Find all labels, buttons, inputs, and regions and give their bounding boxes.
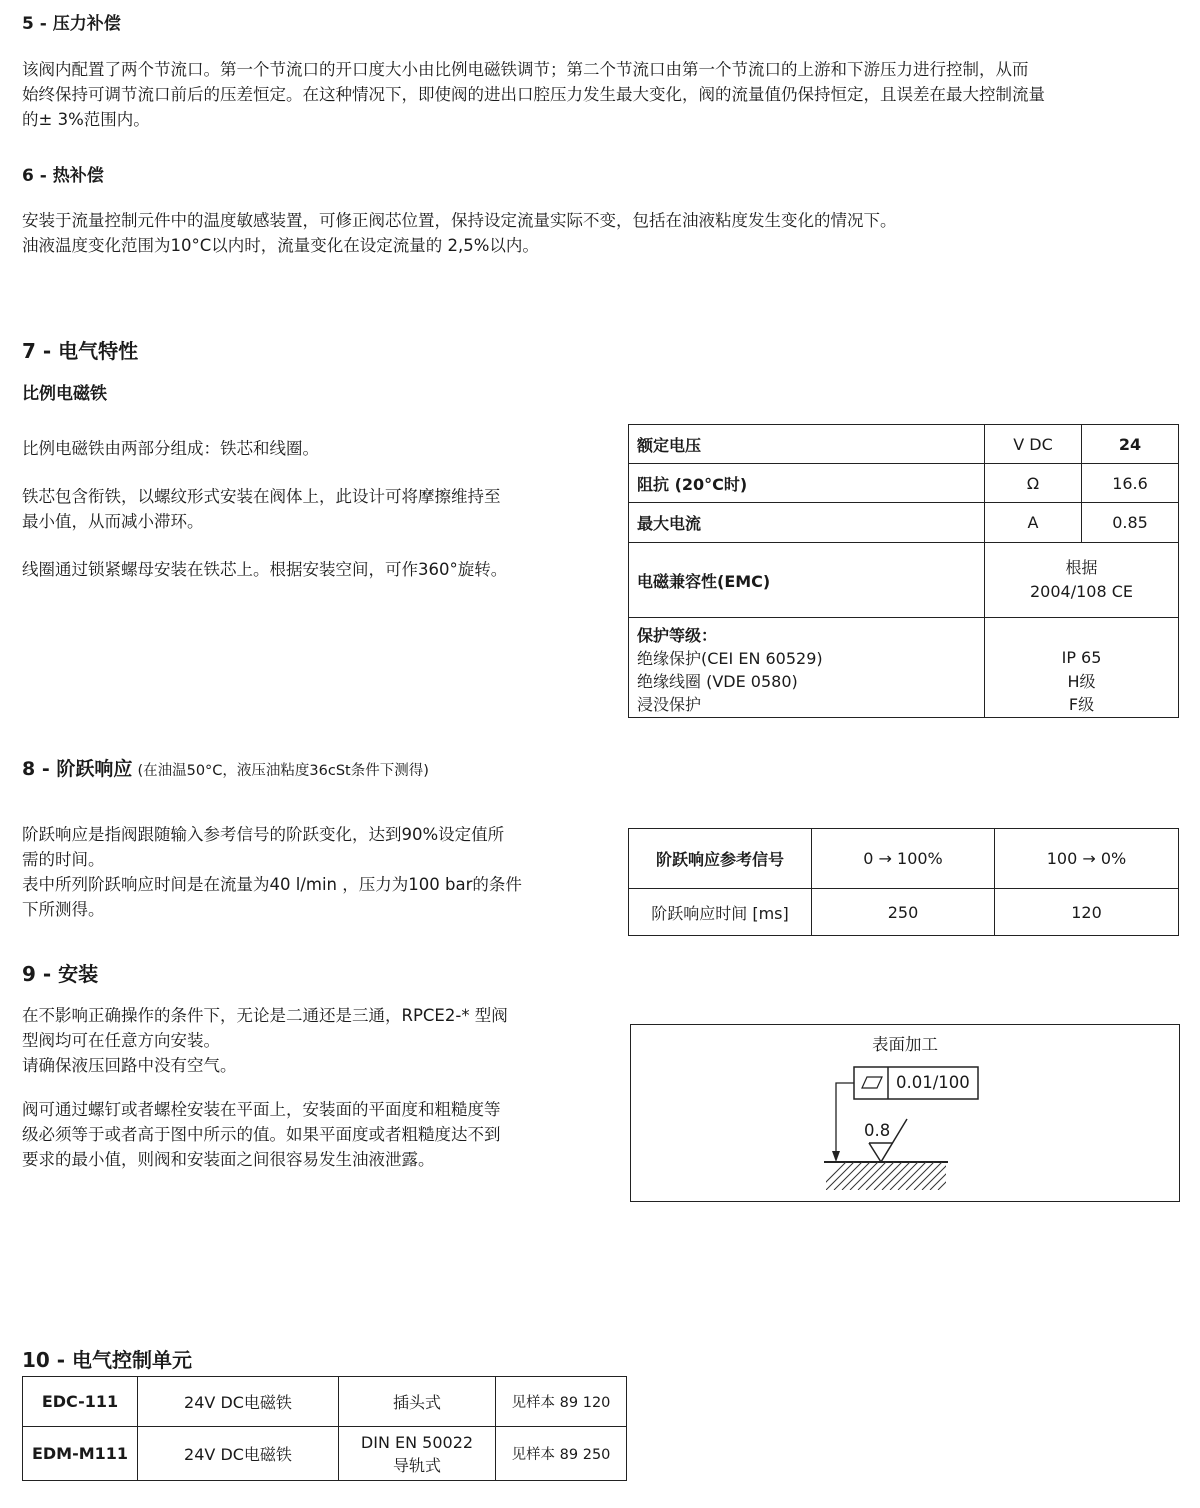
model-cell: EDC-111 — [23, 1377, 138, 1427]
section-8-heading — [22, 754, 429, 781]
text-line: 线圈通过锁紧螺母安装在铁芯上。根据安装空间，可作360°旋转。 — [22, 560, 508, 579]
text-line: 始终保持可调节流口前后的压差恒定。在这种情况下，即使阀的进出口腔压力发生最大变化，阀的流量值仍保持恒定，且误差在最大控制流量 — [22, 85, 1045, 104]
step-header-cell: 100 → 0% — [995, 829, 1179, 889]
text-line: 最小值，从而减小滞环。 — [22, 512, 204, 531]
arrow-icon — [832, 1151, 840, 1162]
emc-label: 电磁兼容性(EMC) — [629, 543, 985, 618]
table-row — [23, 1427, 627, 1481]
section-7-para-2 — [22, 484, 501, 534]
section-7-subheading: 比例电磁铁 — [22, 384, 107, 404]
text-line: 要求的最小值，则阀和安装面之间很容易发生油液泄露。 — [22, 1150, 435, 1169]
protection-item-label: 浸没保护 — [637, 695, 702, 714]
section-8-note: (在油温50°C，液压油粘度36cSt条件下测得) — [137, 763, 429, 779]
rated-voltage-label: 额定电压 — [629, 425, 985, 464]
type-cell: 24V DC电磁铁 — [138, 1377, 339, 1427]
surface-hatching — [818, 1162, 966, 1190]
control-unit-table — [22, 1376, 627, 1481]
text-line: 型阀均可在任意方向安装。 — [22, 1031, 220, 1050]
table-row — [629, 464, 1179, 503]
table-row — [629, 889, 1179, 936]
section-6-heading: 6 - 热补偿 — [22, 166, 104, 186]
flatness-value: 0.01/100 — [896, 1073, 970, 1092]
table-row — [23, 1377, 627, 1427]
max-current-unit: A — [985, 503, 1082, 543]
section-9-para-1 — [22, 1003, 508, 1078]
connector-line: DIN EN 50022 — [360, 1432, 474, 1452]
protection-item-value: F级 — [1068, 695, 1095, 714]
text-line: 表中所列阶跃响应时间是在流量为40 l/min ，压力为100 bar的条件 — [22, 875, 522, 894]
text-line: 在不影响正确操作的条件下，无论是二通还是三通，RPCE2-* 型阀 — [22, 1006, 508, 1025]
text-line: 该阀内配置了两个节流口。第一个节流口的开口度大小由比例电磁铁调节；第二个节流口由第一个节流口的上游和下游压力进行控制，从而 — [22, 60, 1029, 79]
surface-finish-title: 表面加工 — [872, 1035, 938, 1054]
roughness-value: 0.8 — [864, 1121, 891, 1140]
text-line: 阶跃响应是指阀跟随输入参考信号的阶跃变化，达到90%设定值所 — [22, 825, 505, 844]
protection-title: 保护等级： — [637, 626, 718, 645]
model-cell: EDM-M111 — [23, 1427, 138, 1481]
ref-cell: 见样本 89 120 — [496, 1377, 627, 1427]
text-line: 油液温度变化范围为10°C以内时，流量变化在设定流量的 2,5%以内。 — [22, 236, 539, 255]
section-8-text — [22, 822, 522, 922]
type-cell: 24V DC电磁铁 — [138, 1427, 339, 1481]
surface-finish-drawing — [631, 1025, 1179, 1201]
connector-cell — [339, 1377, 496, 1427]
resistance-value: 16.6 — [1082, 464, 1179, 503]
resistance-unit: Ω — [985, 464, 1082, 503]
protection-labels — [629, 618, 985, 718]
protection-values — [985, 618, 1179, 718]
protection-item-label: 绝缘线圈 (VDE 0580) — [637, 672, 798, 691]
emc-value-line: 2004/108 CE — [1029, 582, 1133, 601]
section-10-heading: 10 - 电气控制单元 — [22, 1348, 193, 1372]
table-row — [629, 618, 1179, 718]
protection-item-label: 绝缘保护(CEI EN 60529) — [637, 649, 823, 668]
table-row — [629, 543, 1179, 618]
connector-line: 插头式 — [392, 1393, 441, 1412]
rated-voltage-unit: V DC — [985, 425, 1082, 464]
step-row-cell: 阶跃响应时间 [ms] — [629, 889, 812, 936]
leader-line — [836, 1083, 854, 1155]
section-6-text — [22, 208, 897, 258]
table-row — [629, 425, 1179, 464]
section-7-para-3 — [22, 557, 507, 582]
emc-value — [985, 543, 1179, 618]
text-line: 请确保液压回路中没有空气。 — [22, 1056, 237, 1075]
section-9-para-2 — [22, 1097, 501, 1172]
solenoid-spec-table — [628, 424, 1179, 718]
text-line: 安装于流量控制元件中的温度敏感装置，可修正阀芯位置，保持设定流量实际不变，包括在油液粘度发生变化的情况下。 — [22, 211, 897, 230]
text-line: 下所测得。 — [22, 900, 105, 919]
section-9-heading: 9 - 安装 — [22, 962, 99, 986]
section-8-title: 8 - 阶跃响应 — [22, 758, 133, 780]
section-7-heading: 7 - 电气特性 — [22, 339, 139, 363]
ref-cell: 见样本 89 250 — [496, 1427, 627, 1481]
section-7-para-1 — [22, 436, 319, 461]
protection-item-value: H级 — [1067, 671, 1096, 691]
table-row — [629, 503, 1179, 543]
step-header-cell: 阶跃响应参考信号 — [629, 829, 812, 889]
max-current-value: 0.85 — [1082, 503, 1179, 543]
connector-line: 导轨式 — [392, 1455, 441, 1475]
emc-value-line: 根据 — [1065, 558, 1098, 577]
table-row — [629, 829, 1179, 889]
rated-voltage-value: 24 — [1082, 425, 1179, 464]
connector-cell — [339, 1427, 496, 1481]
text-line: 级必须等于或者高于图中所示的值。如果平面度或者粗糙度达不到 — [22, 1125, 501, 1144]
text-line: 比例电磁铁由两部分组成：铁芯和线圈。 — [22, 439, 319, 458]
flatness-symbol-icon — [862, 1077, 882, 1088]
section-5-heading: 5 - 压力补偿 — [22, 14, 121, 34]
step-row-cell: 120 — [995, 889, 1179, 936]
text-line: 铁芯包含衔铁，以螺纹形式安装在阀体上，此设计可将摩擦维持至 — [22, 487, 501, 506]
text-line: 的± 3%范围内。 — [22, 110, 150, 129]
surface-finish-figure — [630, 1024, 1180, 1202]
step-header-cell: 0 → 100% — [812, 829, 995, 889]
max-current-label: 最大电流 — [629, 503, 985, 543]
text-line: 需的时间。 — [22, 850, 105, 869]
step-response-table — [628, 828, 1179, 936]
resistance-label: 阻抗 (20°C时) — [629, 464, 985, 503]
section-5-text — [22, 57, 1045, 132]
text-line: 阀可通过螺钉或者螺栓安装在平面上，安装面的平面度和粗糙度等 — [22, 1100, 501, 1119]
step-row-cell: 250 — [812, 889, 995, 936]
protection-item-value: IP 65 — [1061, 648, 1102, 667]
